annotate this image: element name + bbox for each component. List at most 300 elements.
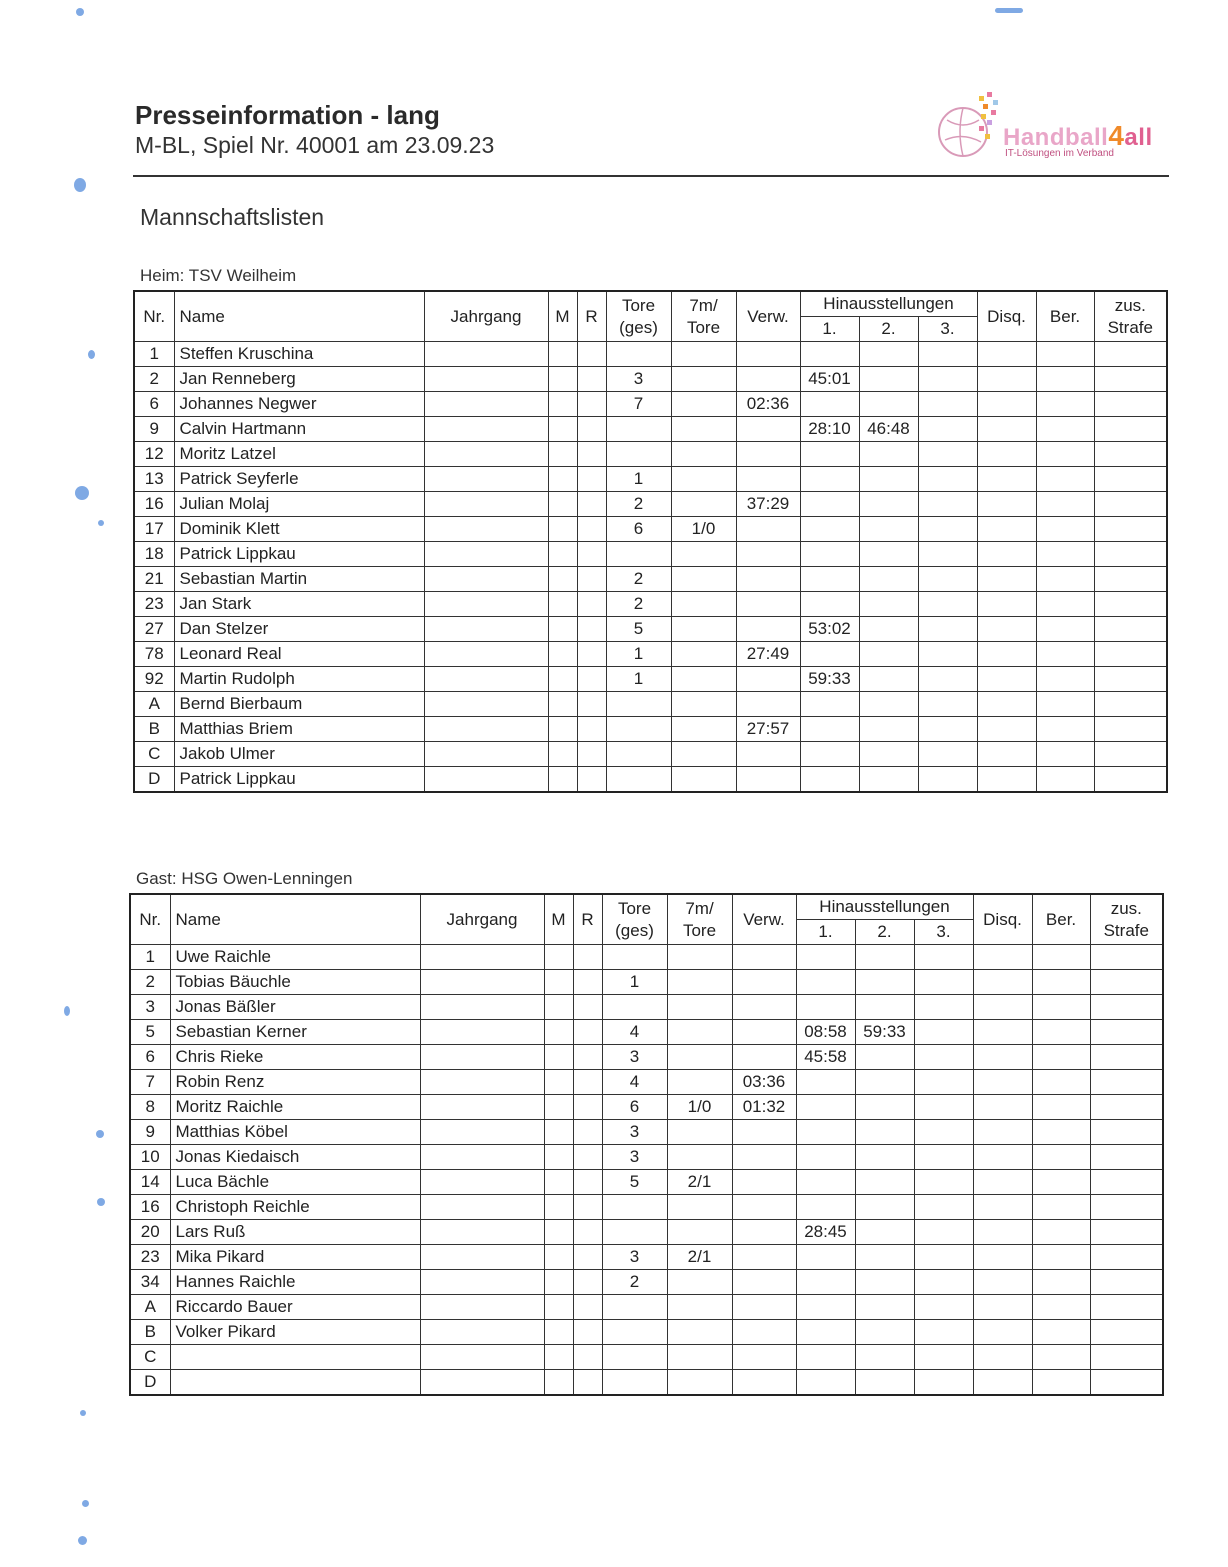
player-name: Robin Renz xyxy=(170,1070,420,1095)
goals-cell xyxy=(606,767,671,793)
player-row xyxy=(134,642,1167,667)
goals-cell xyxy=(602,1295,667,1320)
disq-cell xyxy=(973,1070,1032,1095)
extra-penalty-cell xyxy=(1090,1370,1163,1396)
suspension-2-cell xyxy=(855,1370,914,1396)
col-zus-line1: zus. xyxy=(1110,898,1142,918)
disq-cell xyxy=(977,767,1036,793)
player-row xyxy=(134,767,1167,793)
seven-meter-cell xyxy=(667,1370,732,1396)
ber-cell xyxy=(1036,592,1094,617)
suspension-2-cell xyxy=(855,1345,914,1370)
r-cell xyxy=(577,642,606,667)
col-7m-line1: 7m/ xyxy=(685,898,714,918)
suspension-3-cell xyxy=(918,542,977,567)
extra-penalty-cell xyxy=(1094,767,1167,793)
r-cell xyxy=(573,1245,602,1270)
suspension-2-cell xyxy=(855,1245,914,1270)
r-cell xyxy=(573,945,602,970)
r-cell xyxy=(577,717,606,742)
col-m: M xyxy=(544,894,573,945)
col-ber: Ber. xyxy=(1032,894,1090,945)
col-hinausstellungen: Hinausstellungen xyxy=(800,291,977,317)
warning-cell xyxy=(736,617,800,642)
goals-cell: 4 xyxy=(602,1020,667,1045)
suspension-2-cell xyxy=(855,945,914,970)
player-name: Sebastian Martin xyxy=(174,567,424,592)
col-jahrgang: Jahrgang xyxy=(424,291,548,342)
suspension-2-cell: 46:48 xyxy=(859,417,918,442)
suspension-2-cell xyxy=(855,1195,914,1220)
suspension-1-cell xyxy=(800,342,859,367)
seven-meter-cell xyxy=(667,1270,732,1295)
warning-cell xyxy=(736,567,800,592)
m-cell xyxy=(548,392,577,417)
suspension-3-cell xyxy=(914,1370,973,1396)
ink-speck xyxy=(96,1130,104,1138)
goals-cell xyxy=(606,692,671,717)
suspension-1-cell xyxy=(800,392,859,417)
ber-cell xyxy=(1036,717,1094,742)
goals-cell: 5 xyxy=(606,617,671,642)
player-row xyxy=(130,1070,1163,1095)
player-name: Jonas Kiedaisch xyxy=(170,1145,420,1170)
warning-cell xyxy=(736,367,800,392)
m-cell xyxy=(548,467,577,492)
r-cell xyxy=(577,492,606,517)
suspension-3-cell xyxy=(914,1320,973,1345)
player-row xyxy=(130,1370,1163,1396)
col-7m-line2: Tore xyxy=(682,920,717,940)
suspension-3-cell xyxy=(914,1095,973,1120)
ber-cell xyxy=(1036,442,1094,467)
warning-cell xyxy=(736,742,800,767)
m-cell xyxy=(548,717,577,742)
ber-cell xyxy=(1032,1345,1090,1370)
m-cell xyxy=(544,945,573,970)
seven-meter-cell xyxy=(667,1020,732,1045)
jahrgang-cell xyxy=(424,642,548,667)
player-name: Matthias Köbel xyxy=(170,1120,420,1145)
player-name: Hannes Raichle xyxy=(170,1270,420,1295)
m-cell xyxy=(544,1295,573,1320)
m-cell xyxy=(544,1270,573,1295)
player-name: Julian Molaj xyxy=(174,492,424,517)
player-row xyxy=(130,1045,1163,1070)
r-cell xyxy=(573,1045,602,1070)
ber-cell xyxy=(1032,1245,1090,1270)
extra-penalty-cell xyxy=(1090,1095,1163,1120)
jahrgang-cell xyxy=(420,1020,544,1045)
player-number: 92 xyxy=(134,667,174,692)
r-cell xyxy=(573,1220,602,1245)
seven-meter-cell xyxy=(667,1220,732,1245)
suspension-3-cell xyxy=(914,945,973,970)
suspension-2-cell xyxy=(855,1095,914,1120)
col-tore-line1: Tore xyxy=(621,295,656,315)
extra-penalty-cell xyxy=(1094,567,1167,592)
m-cell xyxy=(544,995,573,1020)
warning-cell xyxy=(736,667,800,692)
seven-meter-cell: 2/1 xyxy=(667,1245,732,1270)
suspension-2-cell xyxy=(855,1145,914,1170)
goals-cell: 4 xyxy=(602,1070,667,1095)
extra-penalty-cell xyxy=(1090,1345,1163,1370)
ink-speck xyxy=(64,1006,70,1016)
disq-cell xyxy=(977,342,1036,367)
seven-meter-cell xyxy=(671,342,736,367)
goals-cell: 6 xyxy=(602,1095,667,1120)
ink-speck xyxy=(78,1536,87,1545)
disq-cell xyxy=(977,592,1036,617)
ber-cell xyxy=(1032,1270,1090,1295)
disq-cell xyxy=(977,517,1036,542)
m-cell xyxy=(544,1195,573,1220)
ber-cell xyxy=(1036,742,1094,767)
suspension-2-cell xyxy=(859,617,918,642)
suspension-3-cell xyxy=(918,392,977,417)
player-number: 23 xyxy=(130,1245,170,1270)
r-cell xyxy=(573,1270,602,1295)
suspension-2-cell xyxy=(855,1270,914,1295)
disq-cell xyxy=(973,1295,1032,1320)
suspension-3-cell xyxy=(914,1170,973,1195)
col-h3: 3. xyxy=(918,317,977,342)
disq-cell xyxy=(977,392,1036,417)
suspension-1-cell: 59:33 xyxy=(800,667,859,692)
player-row xyxy=(134,367,1167,392)
jahrgang-cell xyxy=(420,995,544,1020)
disq-cell xyxy=(977,442,1036,467)
ber-cell xyxy=(1032,1195,1090,1220)
warning-cell xyxy=(732,1170,796,1195)
player-row xyxy=(130,1145,1163,1170)
player-number: 12 xyxy=(134,442,174,467)
r-cell xyxy=(577,692,606,717)
ber-cell xyxy=(1036,367,1094,392)
m-cell xyxy=(544,1370,573,1396)
suspension-2-cell xyxy=(855,1070,914,1095)
jahrgang-cell xyxy=(424,342,548,367)
player-name: Tobias Bäuchle xyxy=(170,970,420,995)
player-name: Christoph Reichle xyxy=(170,1195,420,1220)
disq-cell xyxy=(977,367,1036,392)
r-cell xyxy=(573,1295,602,1320)
warning-cell: 01:32 xyxy=(732,1095,796,1120)
disq-cell xyxy=(973,1170,1032,1195)
player-name: Dan Stelzer xyxy=(174,617,424,642)
disq-cell xyxy=(973,1370,1032,1396)
extra-penalty-cell xyxy=(1090,1170,1163,1195)
player-row xyxy=(130,1245,1163,1270)
player-row xyxy=(134,592,1167,617)
disq-cell xyxy=(973,1045,1032,1070)
suspension-3-cell xyxy=(918,417,977,442)
player-number: 27 xyxy=(134,617,174,642)
suspension-2-cell: 59:33 xyxy=(855,1020,914,1045)
goals-cell xyxy=(602,1195,667,1220)
extra-penalty-cell xyxy=(1094,417,1167,442)
suspension-1-cell xyxy=(796,970,855,995)
col-h3: 3. xyxy=(914,920,973,945)
goals-cell xyxy=(602,945,667,970)
player-row xyxy=(134,692,1167,717)
seven-meter-cell xyxy=(671,592,736,617)
col-disq: Disq. xyxy=(977,291,1036,342)
suspension-2-cell xyxy=(859,692,918,717)
col-jahrgang: Jahrgang xyxy=(420,894,544,945)
m-cell xyxy=(548,667,577,692)
jahrgang-cell xyxy=(420,1145,544,1170)
player-name: Johannes Negwer xyxy=(174,392,424,417)
r-cell xyxy=(573,1095,602,1120)
goals-cell: 5 xyxy=(602,1170,667,1195)
suspension-3-cell xyxy=(918,367,977,392)
extra-penalty-cell xyxy=(1090,1220,1163,1245)
warning-cell xyxy=(732,1145,796,1170)
suspension-2-cell xyxy=(859,367,918,392)
ber-cell xyxy=(1036,617,1094,642)
ink-speck xyxy=(76,8,84,16)
suspension-1-cell xyxy=(800,742,859,767)
suspension-3-cell xyxy=(914,1070,973,1095)
r-cell xyxy=(573,1070,602,1095)
suspension-1-cell: 53:02 xyxy=(800,617,859,642)
player-row xyxy=(130,1295,1163,1320)
suspension-1-cell xyxy=(800,717,859,742)
disq-cell xyxy=(973,1195,1032,1220)
seven-meter-cell xyxy=(671,392,736,417)
player-name: Matthias Briem xyxy=(174,717,424,742)
suspension-3-cell xyxy=(914,1195,973,1220)
suspension-2-cell xyxy=(859,667,918,692)
m-cell xyxy=(544,1045,573,1070)
suspension-3-cell xyxy=(918,667,977,692)
goals-cell: 3 xyxy=(606,367,671,392)
suspension-1-cell xyxy=(800,492,859,517)
player-name: Patrick Seyferle xyxy=(174,467,424,492)
suspension-1-cell xyxy=(796,1170,855,1195)
col-h2: 2. xyxy=(859,317,918,342)
goals-cell: 1 xyxy=(606,467,671,492)
r-cell xyxy=(573,1145,602,1170)
extra-penalty-cell xyxy=(1094,492,1167,517)
jahrgang-cell xyxy=(420,1045,544,1070)
extra-penalty-cell xyxy=(1094,592,1167,617)
suspension-1-cell xyxy=(796,1270,855,1295)
warning-cell xyxy=(732,1270,796,1295)
player-number: 18 xyxy=(134,542,174,567)
seven-meter-cell: 1/0 xyxy=(671,517,736,542)
col-tore-line1: Tore xyxy=(617,898,652,918)
warning-cell xyxy=(732,970,796,995)
suspension-1-cell xyxy=(800,767,859,793)
disq-cell xyxy=(973,1095,1032,1120)
goals-cell: 7 xyxy=(606,392,671,417)
suspension-2-cell xyxy=(855,1120,914,1145)
player-name: Patrick Lippkau xyxy=(174,767,424,793)
suspension-2-cell xyxy=(859,592,918,617)
disq-cell xyxy=(977,667,1036,692)
seven-meter-cell xyxy=(671,467,736,492)
suspension-3-cell xyxy=(914,1120,973,1145)
suspension-3-cell xyxy=(918,692,977,717)
header-divider xyxy=(133,175,1169,177)
warning-cell xyxy=(732,945,796,970)
goals-cell: 3 xyxy=(602,1145,667,1170)
player-name xyxy=(170,1370,420,1396)
extra-penalty-cell xyxy=(1090,1195,1163,1220)
ink-speck xyxy=(75,486,89,500)
suspension-3-cell xyxy=(918,767,977,793)
player-number: 34 xyxy=(130,1270,170,1295)
player-row xyxy=(134,417,1167,442)
disq-cell xyxy=(977,717,1036,742)
ber-cell xyxy=(1032,1120,1090,1145)
player-number: 9 xyxy=(134,417,174,442)
player-name: Bernd Bierbaum xyxy=(174,692,424,717)
disq-cell xyxy=(973,1320,1032,1345)
player-row xyxy=(134,617,1167,642)
col-hinausstellungen: Hinausstellungen xyxy=(796,894,973,920)
logo-name: Handball xyxy=(1003,124,1109,151)
ber-cell xyxy=(1036,417,1094,442)
seven-meter-cell xyxy=(667,970,732,995)
suspension-2-cell xyxy=(859,442,918,467)
col-tore xyxy=(606,291,671,342)
suspension-2-cell xyxy=(859,717,918,742)
m-cell xyxy=(544,1145,573,1170)
goals-cell: 3 xyxy=(602,1045,667,1070)
seven-meter-cell xyxy=(667,1120,732,1145)
warning-cell xyxy=(732,1020,796,1045)
ber-cell xyxy=(1036,467,1094,492)
m-cell xyxy=(548,417,577,442)
jahrgang-cell xyxy=(424,717,548,742)
seven-meter-cell xyxy=(671,492,736,517)
suspension-3-cell xyxy=(914,1345,973,1370)
col-disq: Disq. xyxy=(973,894,1032,945)
player-row xyxy=(130,1095,1163,1120)
extra-penalty-cell xyxy=(1094,617,1167,642)
suspension-3-cell xyxy=(918,717,977,742)
player-row xyxy=(134,567,1167,592)
warning-cell: 03:36 xyxy=(732,1070,796,1095)
goals-cell xyxy=(602,1320,667,1345)
disq-cell xyxy=(973,1245,1032,1270)
handball4all-logo xyxy=(935,90,1170,162)
player-number: 10 xyxy=(130,1145,170,1170)
ink-speck xyxy=(995,8,1023,13)
m-cell xyxy=(544,1095,573,1120)
m-cell xyxy=(548,692,577,717)
suspension-1-cell xyxy=(796,1070,855,1095)
extra-penalty-cell xyxy=(1094,642,1167,667)
player-row xyxy=(130,1195,1163,1220)
suspension-1-cell xyxy=(796,1245,855,1270)
extra-penalty-cell xyxy=(1090,1245,1163,1270)
r-cell xyxy=(577,417,606,442)
player-row xyxy=(134,442,1167,467)
jahrgang-cell xyxy=(424,692,548,717)
suspension-3-cell xyxy=(918,517,977,542)
player-name: Lars Ruß xyxy=(170,1220,420,1245)
goals-cell xyxy=(606,742,671,767)
match-subtitle: M-BL, Spiel Nr. 40001 am 23.09.23 xyxy=(135,132,495,158)
player-number: 8 xyxy=(130,1095,170,1120)
suspension-2-cell xyxy=(859,767,918,793)
player-row xyxy=(130,1170,1163,1195)
suspension-2-cell xyxy=(859,742,918,767)
goals-cell: 6 xyxy=(606,517,671,542)
seven-meter-cell xyxy=(671,717,736,742)
warning-cell xyxy=(732,1220,796,1245)
extra-penalty-cell xyxy=(1090,945,1163,970)
r-cell xyxy=(577,342,606,367)
seven-meter-cell xyxy=(671,692,736,717)
seven-meter-cell xyxy=(671,417,736,442)
ber-cell xyxy=(1032,1295,1090,1320)
player-name: Mika Pikard xyxy=(170,1245,420,1270)
suspension-2-cell xyxy=(859,542,918,567)
col-m: M xyxy=(548,291,577,342)
player-number: 16 xyxy=(130,1195,170,1220)
goals-cell: 2 xyxy=(606,492,671,517)
suspension-3-cell xyxy=(918,567,977,592)
extra-penalty-cell xyxy=(1090,1020,1163,1045)
suspension-2-cell xyxy=(855,1220,914,1245)
suspension-1-cell xyxy=(800,517,859,542)
extra-penalty-cell xyxy=(1094,342,1167,367)
ber-cell xyxy=(1032,970,1090,995)
r-cell xyxy=(577,767,606,793)
seven-meter-cell xyxy=(667,1045,732,1070)
player-name: Jakob Ulmer xyxy=(174,742,424,767)
extra-penalty-cell xyxy=(1090,1120,1163,1145)
logo-tagline: IT-Lösungen im Verband xyxy=(1005,148,1114,159)
player-number: 6 xyxy=(134,392,174,417)
seven-meter-cell xyxy=(667,1295,732,1320)
warning-cell xyxy=(732,995,796,1020)
disq-cell xyxy=(977,642,1036,667)
logo-suffix: all xyxy=(1124,124,1153,151)
warning-cell xyxy=(736,767,800,793)
player-row xyxy=(134,492,1167,517)
player-number: 1 xyxy=(134,342,174,367)
col-name: Name xyxy=(174,291,424,342)
suspension-1-cell xyxy=(796,1320,855,1345)
warning-cell xyxy=(732,1245,796,1270)
player-name: Luca Bächle xyxy=(170,1170,420,1195)
ber-cell xyxy=(1036,517,1094,542)
ber-cell xyxy=(1036,642,1094,667)
ber-cell xyxy=(1032,1095,1090,1120)
warning-cell xyxy=(732,1045,796,1070)
player-name: Patrick Lippkau xyxy=(174,542,424,567)
col-r: R xyxy=(577,291,606,342)
col-tore-line2: (ges) xyxy=(615,920,654,940)
player-number: 2 xyxy=(130,970,170,995)
extra-penalty-cell xyxy=(1094,717,1167,742)
r-cell xyxy=(577,442,606,467)
logo-number: 4 xyxy=(1108,120,1125,151)
warning-cell xyxy=(736,692,800,717)
disq-cell xyxy=(977,692,1036,717)
player-number: 7 xyxy=(130,1070,170,1095)
player-name: Jonas Bäßler xyxy=(170,995,420,1020)
player-number: B xyxy=(130,1320,170,1345)
player-name: Calvin Hartmann xyxy=(174,417,424,442)
